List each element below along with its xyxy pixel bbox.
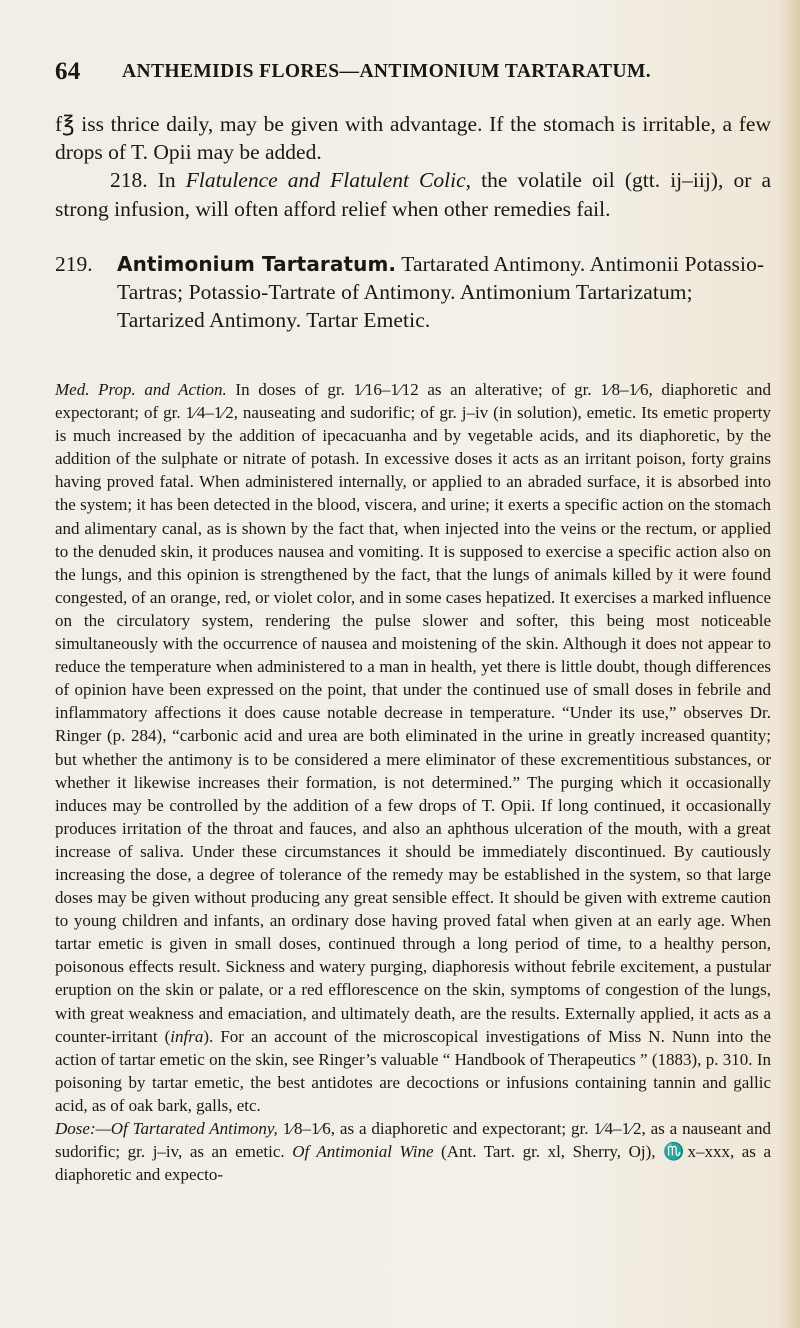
running-head: ANTHEMIDIS FLORES—ANTIMONIUM TARTARATUM. xyxy=(122,61,652,82)
dose-paragraph xyxy=(55,1117,771,1186)
med-prop-text: In doses of gr. 1⁄16–1⁄12 as an alterative; of gr. 1⁄8–1⁄6, diaphoretic and expectorant; of gr. 1⁄4–1⁄2, nauseating and sudorific; of gr. j–iv (in solution), emetic. Its emetic property is much increased by the addition of ipecacuanha and by vegetable acids, and its diaphoretic, by the addition of the sulphate or nitrate of potash. In excessive doses it acts as an irritant poison, forty grains having proved fatal. When administered internally, or applied to an abraded surface, it is absorbed into the system; it has been detected in the blood, viscera, and urine; it exerts a specific action on the stomach and alimentary canal, as is shown by the fact that, when injected into the veins or the rectum, or applied to the denuded skin, it produces nausea and vomiting. It is supposed to exercise a specific action also on the lungs, and this opinion is strengthened by the fact, that the lungs of animals killed by it were found congested, of an orange, red, or violet color, and in some cases hepatized. It exercises a marked influence on the circulatory system, rendering the pulse slower and softer, this being most noticeable simultaneously with the occurrence of nausea and moistening of the skin. Although it does not appear to reduce the temperature when administered to a man in health, yet there is little doubt, though differences of opinion have been expressed on the point, that under the continued use of small doses in febrile and inflammatory affections it does cause notable decrease in temperature. “Under its use,” observes Dr. Ringer (p. 284), “carbonic acid and urea are both eliminated in the urine in greatly increased quantity; but whether the antimony is to be considered a mere eliminator of these excrementitious substances, or whether it likewise increases their formation, is not determined.” The purging which it occasionally induces may be controlled by the addition of a few drops of T. Opii. If long continued, it occasionally produces irritation of the throat and fauces, and also an aphthous ulceration of the mouth, with a great increase of saliva. Under these circumstances it should be immediately discontinued. By cautiously increasing the dose, a degree of tolerance of the remedy may be established in the system, so that large doses may be given without producing any great sensible effect. It should be given with extreme caution to young children and infants, an ordinary dose having proved fatal when given at an early age. When tartar emetic is given in small doses, continued through a long period of time, to a healthy person, poisonous effects result. Sickness and watery purging, diaphoresis without febrile excitement, a pustular eruption on the skin or palate, or a red efflorescence on the skin, symptoms of congestion of the lungs, with great weakness and emaciation, and ultimately death, are the results. Externally applied, it acts as a counter-irritant ( xyxy=(55,380,771,1046)
page-header xyxy=(55,58,770,92)
page-edge-shadow xyxy=(778,0,800,1328)
dose-text: 1⁄8–1⁄6, as a diaphoretic and expectorant; gr. 1⁄4–1⁄2, as a nauseant and sudorific; gr. j–iv, as an emetic. xyxy=(55,1119,771,1162)
entry-number: 219. xyxy=(55,252,93,276)
page-number: 64 xyxy=(55,58,81,85)
antimonial-wine-label: Of Antimonial Wine xyxy=(292,1142,434,1162)
dose-label: Dose:—Of Tartarated Antimony, xyxy=(55,1119,278,1138)
infra-word: infra xyxy=(170,1026,204,1046)
section-218-paragraph xyxy=(55,166,771,222)
section-218-text: the volatile oil (gtt. ij–iij), or a strong infusion, will often afford relief when other remedies fail. xyxy=(55,168,771,221)
med-prop-label: Med. Prop. and Action. xyxy=(55,380,227,399)
med-prop-paragraph xyxy=(55,378,771,1117)
med-prop-text-continued: ). For an account of the microscopical investigations of Miss N. Nunn into the action of tartar emetic on the skin, see Ringer’s valuable “ Handbook of Therapeutics ” (1883), p. 310. In poisoning by tartar emetic, the best antidotes are decoctions or infusions containing tannin and gallic acid, as of oak bark, galls, etc. xyxy=(55,1026,771,1115)
intro-text xyxy=(55,110,771,223)
entry-heading xyxy=(117,250,771,334)
entry-body xyxy=(55,378,771,1186)
section-218-heading: Flatulence and Flatulent Colic, xyxy=(185,168,472,193)
entry-219 xyxy=(55,250,771,334)
entry-synonyms: Tartarated Antimony. Antimonii Potassio-Tartras; Potassio-Tartrate of Antimony. Antimonium Tartarizatum; Tartarized Antimony. Tartar Emetic. xyxy=(117,252,765,332)
section-218-number: 218. In xyxy=(110,168,186,193)
continuation-paragraph: f℥ iss thrice daily, may be given with advantage. If the stomach is irritable, a few drops of T. Opii may be added. xyxy=(55,112,771,165)
dose-text-continued: (Ant. Tart. gr. xl, Sherry, Oj), ♏x–xxx, as a diaphoretic and expecto- xyxy=(55,1142,772,1185)
entry-title: Antimonium Tartaratum. xyxy=(117,252,397,276)
